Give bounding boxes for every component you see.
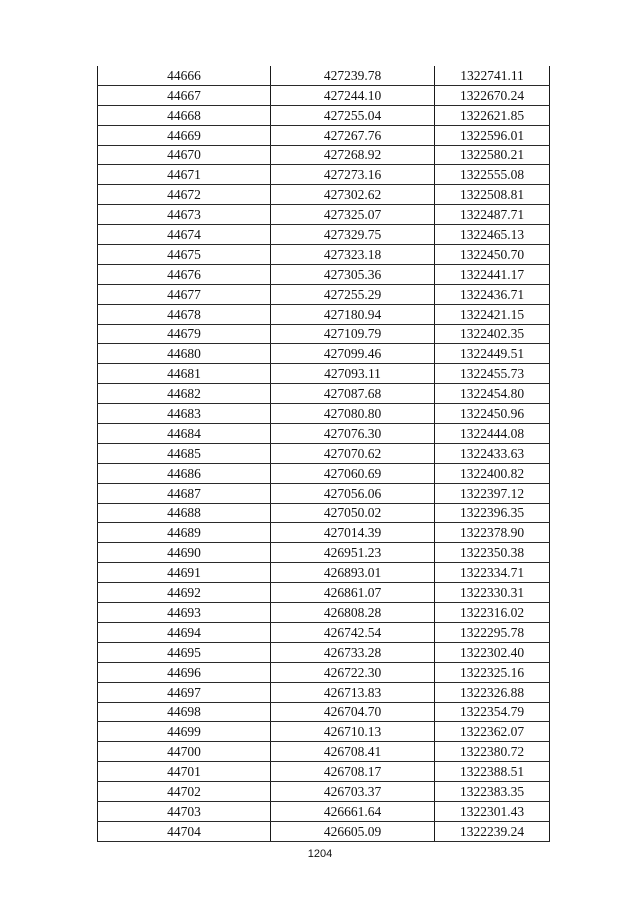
point-id-cell: 44698 (98, 702, 271, 722)
table-row (98, 762, 550, 782)
coordinate-table-container (97, 66, 549, 842)
table-row (98, 543, 550, 563)
coordinate-table-body (98, 66, 550, 841)
point-id-cell: 44674 (98, 225, 271, 245)
y-coordinate-cell: 1322449.51 (435, 344, 550, 364)
x-coordinate-cell: 427267.76 (271, 125, 435, 145)
y-coordinate-cell: 1322454.80 (435, 384, 550, 404)
y-coordinate-cell: 1322508.81 (435, 185, 550, 205)
table-row (98, 523, 550, 543)
y-coordinate-cell: 1322580.21 (435, 145, 550, 165)
point-id-cell: 44666 (98, 66, 271, 85)
y-coordinate-cell: 1322378.90 (435, 523, 550, 543)
x-coordinate-cell: 426951.23 (271, 543, 435, 563)
table-row (98, 424, 550, 444)
x-coordinate-cell: 427302.62 (271, 185, 435, 205)
point-id-cell: 44694 (98, 622, 271, 642)
x-coordinate-cell: 427056.06 (271, 483, 435, 503)
table-row (98, 782, 550, 802)
point-id-cell: 44699 (98, 722, 271, 742)
table-row (98, 284, 550, 304)
y-coordinate-cell: 1322741.11 (435, 66, 550, 85)
table-row (98, 105, 550, 125)
point-id-cell: 44687 (98, 483, 271, 503)
y-coordinate-cell: 1322436.71 (435, 284, 550, 304)
y-coordinate-cell: 1322670.24 (435, 85, 550, 105)
y-coordinate-cell: 1322354.79 (435, 702, 550, 722)
y-coordinate-cell: 1322400.82 (435, 463, 550, 483)
point-id-cell: 44693 (98, 603, 271, 623)
table-row (98, 821, 550, 841)
table-row (98, 245, 550, 265)
y-coordinate-cell: 1322397.12 (435, 483, 550, 503)
point-id-cell: 44670 (98, 145, 271, 165)
point-id-cell: 44668 (98, 105, 271, 125)
point-id-cell: 44667 (98, 85, 271, 105)
point-id-cell: 44676 (98, 264, 271, 284)
point-id-cell: 44704 (98, 821, 271, 841)
point-id-cell: 44669 (98, 125, 271, 145)
x-coordinate-cell: 427305.36 (271, 264, 435, 284)
x-coordinate-cell: 427255.04 (271, 105, 435, 125)
table-row (98, 801, 550, 821)
x-coordinate-cell: 427325.07 (271, 205, 435, 225)
point-id-cell: 44697 (98, 682, 271, 702)
y-coordinate-cell: 1322350.38 (435, 543, 550, 563)
x-coordinate-cell: 427099.46 (271, 344, 435, 364)
point-id-cell: 44690 (98, 543, 271, 563)
point-id-cell: 44677 (98, 284, 271, 304)
y-coordinate-cell: 1322326.88 (435, 682, 550, 702)
x-coordinate-cell: 426708.41 (271, 742, 435, 762)
table-row (98, 145, 550, 165)
x-coordinate-cell: 427255.29 (271, 284, 435, 304)
x-coordinate-cell: 427239.78 (271, 66, 435, 85)
table-row (98, 125, 550, 145)
table-row (98, 324, 550, 344)
table-row (98, 304, 550, 324)
page-number: 1204 (307, 848, 333, 860)
table-row (98, 463, 550, 483)
point-id-cell: 44684 (98, 424, 271, 444)
y-coordinate-cell: 1322450.96 (435, 404, 550, 424)
x-coordinate-cell: 426713.83 (271, 682, 435, 702)
y-coordinate-cell: 1322555.08 (435, 165, 550, 185)
x-coordinate-cell: 426733.28 (271, 642, 435, 662)
y-coordinate-cell: 1322450.70 (435, 245, 550, 265)
table-row (98, 85, 550, 105)
y-coordinate-cell: 1322444.08 (435, 424, 550, 444)
x-coordinate-cell: 427323.18 (271, 245, 435, 265)
point-id-cell: 44692 (98, 583, 271, 603)
x-coordinate-cell: 427060.69 (271, 463, 435, 483)
table-row (98, 682, 550, 702)
table-row (98, 344, 550, 364)
point-id-cell: 44695 (98, 642, 271, 662)
point-id-cell: 44682 (98, 384, 271, 404)
point-id-cell: 44678 (98, 304, 271, 324)
table-row (98, 742, 550, 762)
point-id-cell: 44700 (98, 742, 271, 762)
y-coordinate-cell: 1322433.63 (435, 443, 550, 463)
point-id-cell: 44683 (98, 404, 271, 424)
table-row (98, 702, 550, 722)
point-id-cell: 44680 (98, 344, 271, 364)
x-coordinate-cell: 427087.68 (271, 384, 435, 404)
table-row (98, 205, 550, 225)
y-coordinate-cell: 1322302.40 (435, 642, 550, 662)
x-coordinate-cell: 427268.92 (271, 145, 435, 165)
y-coordinate-cell: 1322301.43 (435, 801, 550, 821)
x-coordinate-cell: 427244.10 (271, 85, 435, 105)
x-coordinate-cell: 426722.30 (271, 662, 435, 682)
table-row (98, 364, 550, 384)
table-row (98, 563, 550, 583)
table-row (98, 662, 550, 682)
x-coordinate-cell: 426605.09 (271, 821, 435, 841)
x-coordinate-cell: 426808.28 (271, 603, 435, 623)
y-coordinate-cell: 1322383.35 (435, 782, 550, 802)
y-coordinate-cell: 1322596.01 (435, 125, 550, 145)
point-id-cell: 44701 (98, 762, 271, 782)
x-coordinate-cell: 426742.54 (271, 622, 435, 642)
y-coordinate-cell: 1322330.31 (435, 583, 550, 603)
table-row (98, 603, 550, 623)
y-coordinate-cell: 1322487.71 (435, 205, 550, 225)
table-row (98, 185, 550, 205)
table-row (98, 384, 550, 404)
point-id-cell: 44696 (98, 662, 271, 682)
x-coordinate-cell: 427180.94 (271, 304, 435, 324)
y-coordinate-cell: 1322239.24 (435, 821, 550, 841)
point-id-cell: 44703 (98, 801, 271, 821)
x-coordinate-cell: 427329.75 (271, 225, 435, 245)
x-coordinate-cell: 426704.70 (271, 702, 435, 722)
y-coordinate-cell: 1322621.85 (435, 105, 550, 125)
y-coordinate-cell: 1322441.17 (435, 264, 550, 284)
y-coordinate-cell: 1322334.71 (435, 563, 550, 583)
table-row (98, 165, 550, 185)
table-row (98, 622, 550, 642)
point-id-cell: 44688 (98, 503, 271, 523)
coordinate-table (97, 66, 550, 842)
x-coordinate-cell: 427070.62 (271, 443, 435, 463)
y-coordinate-cell: 1322465.13 (435, 225, 550, 245)
x-coordinate-cell: 427109.79 (271, 324, 435, 344)
table-row (98, 503, 550, 523)
table-row (98, 404, 550, 424)
table-row (98, 642, 550, 662)
x-coordinate-cell: 426708.17 (271, 762, 435, 782)
y-coordinate-cell: 1322325.16 (435, 662, 550, 682)
x-coordinate-cell: 426661.64 (271, 801, 435, 821)
x-coordinate-cell: 426893.01 (271, 563, 435, 583)
point-id-cell: 44689 (98, 523, 271, 543)
point-id-cell: 44686 (98, 463, 271, 483)
point-id-cell: 44675 (98, 245, 271, 265)
y-coordinate-cell: 1322421.15 (435, 304, 550, 324)
y-coordinate-cell: 1322388.51 (435, 762, 550, 782)
table-row (98, 722, 550, 742)
y-coordinate-cell: 1322455.73 (435, 364, 550, 384)
x-coordinate-cell: 427076.30 (271, 424, 435, 444)
x-coordinate-cell: 427093.11 (271, 364, 435, 384)
y-coordinate-cell: 1322402.35 (435, 324, 550, 344)
y-coordinate-cell: 1322396.35 (435, 503, 550, 523)
point-id-cell: 44681 (98, 364, 271, 384)
x-coordinate-cell: 427273.16 (271, 165, 435, 185)
point-id-cell: 44679 (98, 324, 271, 344)
point-id-cell: 44691 (98, 563, 271, 583)
table-row (98, 583, 550, 603)
y-coordinate-cell: 1322295.78 (435, 622, 550, 642)
y-coordinate-cell: 1322380.72 (435, 742, 550, 762)
x-coordinate-cell: 426710.13 (271, 722, 435, 742)
x-coordinate-cell: 427014.39 (271, 523, 435, 543)
y-coordinate-cell: 1322362.07 (435, 722, 550, 742)
table-row (98, 225, 550, 245)
table-row (98, 483, 550, 503)
point-id-cell: 44702 (98, 782, 271, 802)
table-row (98, 264, 550, 284)
point-id-cell: 44685 (98, 443, 271, 463)
x-coordinate-cell: 427050.02 (271, 503, 435, 523)
y-coordinate-cell: 1322316.02 (435, 603, 550, 623)
x-coordinate-cell: 426703.37 (271, 782, 435, 802)
table-row (98, 66, 550, 85)
x-coordinate-cell: 427080.80 (271, 404, 435, 424)
point-id-cell: 44672 (98, 185, 271, 205)
point-id-cell: 44673 (98, 205, 271, 225)
x-coordinate-cell: 426861.07 (271, 583, 435, 603)
point-id-cell: 44671 (98, 165, 271, 185)
table-row (98, 443, 550, 463)
